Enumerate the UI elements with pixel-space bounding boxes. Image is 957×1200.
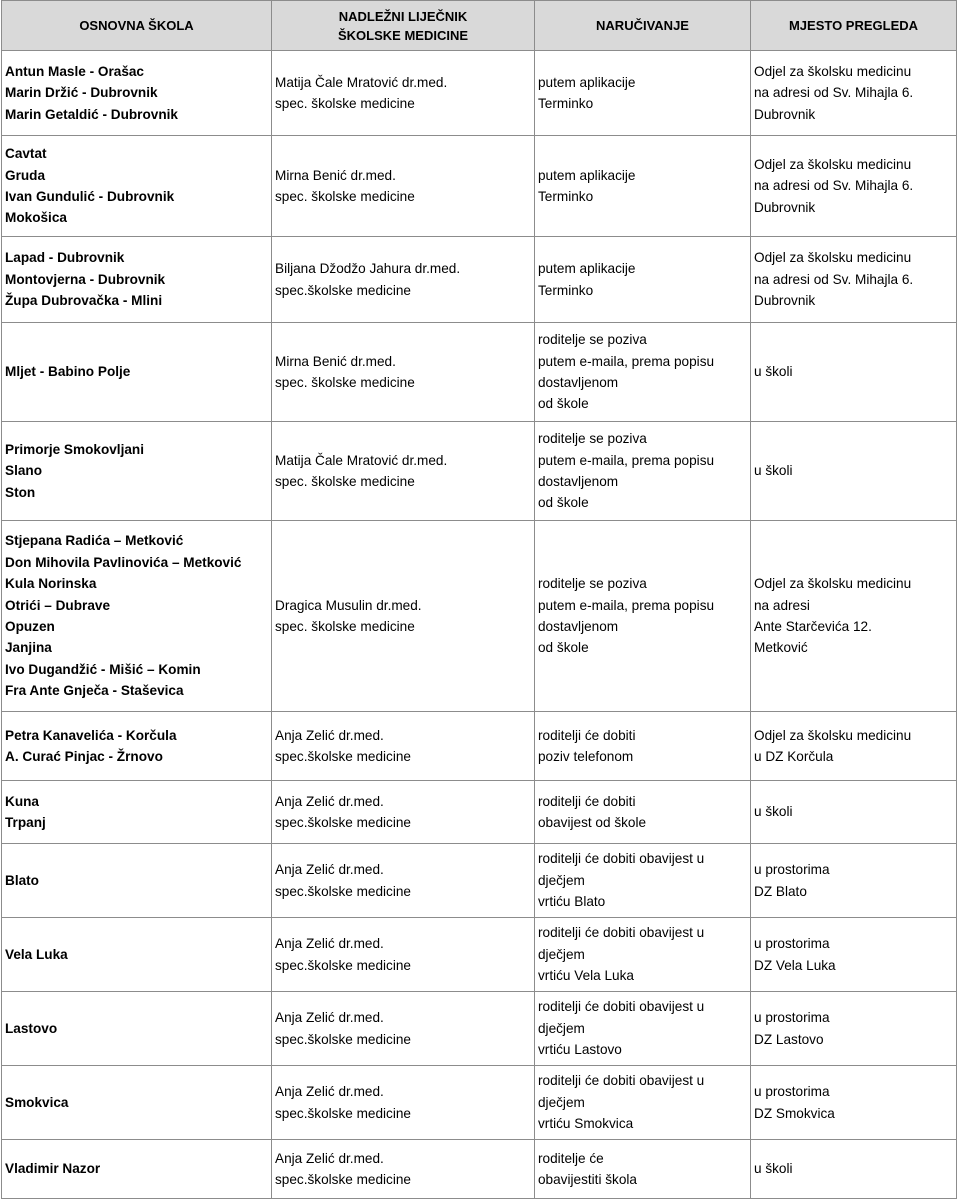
place-text-line: u školi <box>754 463 793 479</box>
place-cell <box>751 51 957 136</box>
booking-cell <box>535 918 751 992</box>
table-row <box>2 237 957 323</box>
place-cell <box>751 992 957 1066</box>
doctor-text-line: Matija Čale Mratović dr.med. <box>275 452 448 468</box>
school-cell <box>2 1066 272 1140</box>
place-cell <box>751 323 957 422</box>
header-text-line: ŠKOLSKE MEDICINE <box>337 27 468 43</box>
place-text-line: DZ Lastovo <box>754 1031 824 1047</box>
school-text-line: Ivo Dugandžić - Mišić – Komin <box>5 661 201 677</box>
booking-text-line: putem aplikacije <box>538 261 636 277</box>
place-cell <box>751 237 957 323</box>
school-text-line: Ivan Gundulić - Dubrovnik <box>5 189 175 204</box>
school-text-line: Mljet - Babino Polje <box>5 364 131 380</box>
booking-text-line: vrtiću Lastovo <box>538 1042 622 1058</box>
school-text-line: Antun Masle - Orašac <box>5 63 144 79</box>
booking-text-line: od škole <box>538 640 589 656</box>
booking-text-line: dostavljenom <box>538 375 619 390</box>
table-row <box>2 844 957 918</box>
booking-text-line: od škole <box>538 495 589 511</box>
place-text-line: na adresi od Sv. Mihajla 6. <box>754 271 914 287</box>
booking-cell <box>535 237 751 323</box>
school-text-line: Janjina <box>5 640 52 656</box>
place-text-line: Odjel za školsku medicinu <box>754 576 912 592</box>
booking-text-line: vrtiću Vela Luka <box>538 968 634 984</box>
doctor-cell <box>272 712 535 781</box>
booking-cell <box>535 51 751 136</box>
booking-text-line: putem aplikacije <box>538 74 636 90</box>
school-text-line: Blato <box>5 872 39 888</box>
doctor-text-line: Anja Zelić dr.med. <box>275 793 384 809</box>
place-cell <box>751 712 957 781</box>
booking-text-line: poziv telefonom <box>538 749 634 764</box>
booking-text-line: roditelji će dobiti obavijest u <box>538 925 705 941</box>
place-cell <box>751 918 957 992</box>
place-cell <box>751 521 957 712</box>
school-text-line: Župa Dubrovačka - Mlini <box>5 293 163 309</box>
doctor-text-line: spec.školske medicine <box>275 1172 411 1187</box>
table-row <box>2 136 957 237</box>
school-text-line: Lapad - Dubrovnik <box>5 250 125 266</box>
school-cell <box>2 323 272 422</box>
place-text-line: u prostorima <box>754 1010 830 1026</box>
school-text-line: Marin Getaldić - Dubrovnik <box>5 106 178 122</box>
school-text-line: Otrići – Dubrave <box>5 597 111 613</box>
school-text-line: Gruda <box>5 167 46 183</box>
doctor-text-line: spec.školske medicine <box>275 749 411 764</box>
doctor-text-line: Biljana Džodžo Jahura dr.med. <box>275 261 461 277</box>
school-cell <box>2 136 272 237</box>
doctor-text-line: Anja Zelić dr.med. <box>275 727 384 743</box>
place-text-line: Odjel za školsku medicinu <box>754 156 912 172</box>
school-medicine-table <box>1 0 957 1199</box>
place-text-line: u školi <box>754 804 793 820</box>
table-row <box>2 1066 957 1140</box>
school-text-line: Slano <box>5 463 43 479</box>
school-text-line: Fra Ante Gnječa - Staševica <box>5 683 184 699</box>
school-cell <box>2 712 272 781</box>
place-text-line: Odjel za školsku medicinu <box>754 63 912 79</box>
booking-text-line: obavijest od škole <box>538 815 647 830</box>
place-text-line: u prostorima <box>754 862 830 878</box>
booking-text-line: dostavljenom <box>538 619 619 634</box>
booking-text-line: Terminko <box>538 96 594 111</box>
school-text-line: Petra Kanavelića - Korčula <box>5 727 177 743</box>
doctor-text-line: spec.školske medicine <box>275 282 411 298</box>
booking-text-line: roditelje će <box>538 1150 604 1166</box>
booking-text-line: roditelji će dobiti obavijest u <box>538 851 705 867</box>
doctor-text-line: spec.školske medicine <box>275 1031 411 1047</box>
place-text-line: Dubrovnik <box>754 106 816 122</box>
doctor-cell <box>272 323 535 422</box>
place-text-line: u školi <box>754 1161 793 1177</box>
booking-cell <box>535 323 751 422</box>
doctor-text-line: Mirna Benić dr.med. <box>275 167 396 183</box>
header-place <box>751 1 957 51</box>
doctor-cell <box>272 136 535 237</box>
school-text-line: A. Curać Pinjac - Žrnovo <box>5 749 163 764</box>
place-text-line: u prostorima <box>754 936 830 952</box>
doctor-text-line: spec.školske medicine <box>275 1105 411 1121</box>
doctor-cell <box>272 422 535 521</box>
table-row <box>2 1140 957 1199</box>
school-cell <box>2 781 272 844</box>
place-text-line: u DZ Korčula <box>754 749 834 764</box>
place-cell <box>751 844 957 918</box>
booking-text-line: obavijestiti škola <box>538 1172 637 1187</box>
school-text-line: Opuzen <box>5 619 55 634</box>
doctor-text-line: Matija Čale Mratović dr.med. <box>275 74 448 90</box>
booking-text-line: roditelje se poziva <box>538 576 647 592</box>
doctor-text-line: spec.školske medicine <box>275 883 411 899</box>
school-text-line: Smokvica <box>5 1094 69 1110</box>
header-text-line: NADLEŽNI LIJEČNIK <box>338 8 468 24</box>
place-cell <box>751 422 957 521</box>
place-text-line: Dubrovnik <box>754 293 816 309</box>
booking-text-line: putem aplikacije <box>538 167 636 183</box>
booking-text-line: dječjem <box>538 872 585 888</box>
booking-text-line: putem e-maila, prema popisu <box>538 353 715 369</box>
header-doctor <box>272 1 535 51</box>
place-text-line: DZ Blato <box>754 883 807 899</box>
doctor-text-line: Anja Zelić dr.med. <box>275 936 384 952</box>
school-cell <box>2 51 272 136</box>
school-text-line: Vladimir Nazor <box>5 1161 101 1177</box>
booking-text-line: dječjem <box>538 946 585 962</box>
booking-text-line: dječjem <box>538 1094 585 1110</box>
doctor-cell <box>272 51 535 136</box>
school-cell <box>2 992 272 1066</box>
place-text-line: Odjel za školsku medicinu <box>754 250 912 266</box>
place-cell <box>751 136 957 237</box>
booking-text-line: od škole <box>538 396 589 412</box>
booking-cell <box>535 422 751 521</box>
header-text-line: NARUČIVANJE <box>596 18 689 33</box>
booking-text-line: putem e-maila, prema popisu <box>538 597 715 613</box>
doctor-cell <box>272 844 535 918</box>
doctor-text-line: spec.školske medicine <box>275 957 411 973</box>
school-cell <box>2 918 272 992</box>
place-text-line: u prostorima <box>754 1084 830 1100</box>
school-text-line: Primorje Smokovljani <box>5 441 145 457</box>
booking-text-line: roditelji će dobiti obavijest u <box>538 1073 705 1089</box>
booking-text-line: roditelji će dobiti obavijest u <box>538 999 705 1015</box>
school-text-line: Lastovo <box>5 1020 58 1036</box>
place-text-line: na adresi od Sv. Mihajla 6. <box>754 178 914 194</box>
booking-cell <box>535 844 751 918</box>
booking-cell <box>535 136 751 237</box>
school-text-line: Vela Luka <box>5 946 68 962</box>
school-text-line: Don Mihovila Pavlinovića – Metković <box>5 554 242 570</box>
doctor-text-line: spec. školske medicine <box>275 375 415 390</box>
booking-cell <box>535 521 751 712</box>
school-text-line: Kula Norinska <box>5 576 97 592</box>
header-booking <box>535 1 751 51</box>
doctor-cell <box>272 781 535 844</box>
booking-cell <box>535 1140 751 1199</box>
booking-text-line: dostavljenom <box>538 474 619 489</box>
school-text-line: Montovjerna - Dubrovnik <box>5 271 166 287</box>
place-cell <box>751 1140 957 1199</box>
table-row <box>2 521 957 712</box>
doctor-cell <box>272 992 535 1066</box>
booking-cell <box>535 1066 751 1140</box>
school-cell <box>2 237 272 323</box>
place-text-line: Dubrovnik <box>754 199 816 215</box>
doctor-cell <box>272 521 535 712</box>
doctor-cell <box>272 918 535 992</box>
doctor-text-line: spec. školske medicine <box>275 96 415 111</box>
place-cell <box>751 781 957 844</box>
doctor-text-line: Dragica Musulin dr.med. <box>275 597 422 613</box>
school-text-line: Mokošica <box>5 210 67 226</box>
booking-text-line: Terminko <box>538 189 594 204</box>
doctor-text-line: spec.školske medicine <box>275 815 411 830</box>
header-row <box>2 1 957 51</box>
place-text-line: DZ Smokvica <box>754 1105 835 1121</box>
doctor-text-line: Anja Zelić dr.med. <box>275 862 384 878</box>
table-body <box>2 51 957 1199</box>
place-text-line: na adresi <box>754 597 810 613</box>
school-text-line: Kuna <box>5 793 39 809</box>
booking-text-line: roditelji će dobiti <box>538 727 636 743</box>
booking-text-line: roditelje se poziva <box>538 332 647 348</box>
place-text-line: Odjel za školsku medicinu <box>754 727 912 743</box>
booking-text-line: roditelji će dobiti <box>538 793 636 809</box>
place-cell <box>751 1066 957 1140</box>
place-text-line: Metković <box>754 640 808 656</box>
doctor-text-line: spec. školske medicine <box>275 474 415 489</box>
doctor-cell <box>272 1140 535 1199</box>
table-row <box>2 712 957 781</box>
school-text-line: Marin Držić - Dubrovnik <box>5 85 158 101</box>
place-text-line: Ante Starčevića 12. <box>754 619 872 634</box>
place-text-line: DZ Vela Luka <box>754 957 836 973</box>
header-text-line: MJESTO PREGLEDA <box>788 18 919 33</box>
table-row <box>2 781 957 844</box>
doctor-cell <box>272 237 535 323</box>
booking-text-line: Terminko <box>538 282 594 298</box>
place-text-line: u školi <box>754 364 793 380</box>
table-row <box>2 323 957 422</box>
doctor-text-line: Mirna Benić dr.med. <box>275 353 396 369</box>
school-text-line: Ston <box>5 484 36 500</box>
booking-text-line: dječjem <box>538 1020 585 1036</box>
doctor-cell <box>272 1066 535 1140</box>
booking-cell <box>535 712 751 781</box>
school-cell <box>2 422 272 521</box>
booking-text-line: vrtiću Smokvica <box>538 1116 634 1132</box>
booking-cell <box>535 781 751 844</box>
school-text-line: Cavtat <box>5 146 47 162</box>
doctor-text-line: Anja Zelić dr.med. <box>275 1010 384 1026</box>
school-cell <box>2 844 272 918</box>
doctor-text-line: spec. školske medicine <box>275 619 415 634</box>
doctor-text-line: Anja Zelić dr.med. <box>275 1150 384 1166</box>
place-text-line: na adresi od Sv. Mihajla 6. <box>754 85 914 101</box>
school-text-line: Stjepana Radića – Metković <box>5 533 184 549</box>
doctor-text-line: Anja Zelić dr.med. <box>275 1084 384 1100</box>
table-row <box>2 918 957 992</box>
header-school <box>2 1 272 51</box>
table-row <box>2 992 957 1066</box>
school-cell <box>2 1140 272 1199</box>
booking-text-line: roditelje se poziva <box>538 431 647 447</box>
school-cell <box>2 521 272 712</box>
school-text-line: Trpanj <box>5 815 46 830</box>
table-row <box>2 422 957 521</box>
header-text-line: OSNOVNA ŠKOLA <box>79 18 194 33</box>
doctor-text-line: spec. školske medicine <box>275 189 415 204</box>
table-row <box>2 51 957 136</box>
booking-text-line: putem e-maila, prema popisu <box>538 452 715 468</box>
booking-text-line: vrtiću Blato <box>538 894 606 910</box>
booking-cell <box>535 992 751 1066</box>
